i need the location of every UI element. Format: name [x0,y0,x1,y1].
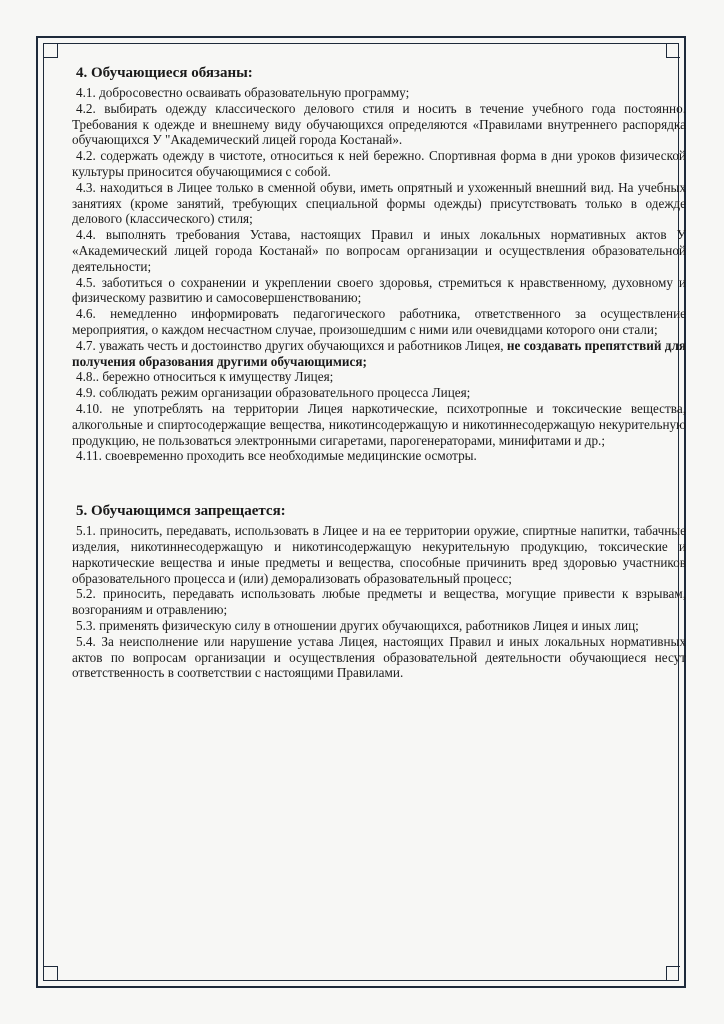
item-5-1: 5.1. приносить, передавать, использовать в Лицее и на ее территории оружие, спиртные напитки, табачные изделия, никотиннесодержащую и никотинсодержащую некурительную продукцию, токсические и наркотические вещества и иные предметы и вещества, способные причинить вред здоровью участников образовательного процесса и (или) деморализовать образовательный процесс; [72,523,686,586]
corner-ornament-bottom-right [666,966,680,980]
item-4-8: 4.8.. бережно относиться к имуществу Лицея; [76,369,334,385]
corner-ornament-top-right [666,44,680,58]
section-5-heading: 5. Обучающимся запрещается: [76,503,286,520]
item-4-7-text: 4.7. уважать честь и достоинство других обучающихся и работников Лицея, [76,337,507,353]
item-4-4: 4.4. выполнять требования Устава, настоящих Правил и иных локальных нормативных актов У «Академический лицей города Костанай» по вопросам организации и осуществления образовательной деятельности; [72,227,686,274]
item-4-7-bold-text: не создавать препятствий для получения образования другими обучающимися; [72,337,686,369]
corner-ornament-bottom-left [44,966,58,980]
item-4-9: 4.9. соблюдать режим организации образовательного процесса Лицея; [76,385,471,401]
item-4-11: 4.11. своевременно проходить все необходимые медицинские осмотры. [76,448,477,464]
item-4-2-clothing: 4.2. выбирать одежду классического делового стиля и носить в течение учебного года постоянно. Требования к одежде и внешнему виду обучающихся определяются «Правилами внутреннего распорядка обучающихся У "Академический лицей города Костанай». [72,100,686,148]
corner-ornament-top-left [44,44,58,58]
item-4-5: 4.5. заботиться о сохранении и укреплении своего здоровья, стремиться к нравственному, духовному и физическому развитию и самосовершенствованию; [72,274,686,306]
item-5-4: 5.4. За неисполнение или нарушение устава Лицея, настоящих Правил и иных локальных нормативных актов по вопросам организации и осуществления образовательной деятельности обучающиеся несут ответственность в соответствии с настоящими Правилами. [72,633,686,681]
item-4-1: 4.1. добросовестно осваивать образовательную программу; [76,85,410,100]
section-4-heading: 4. Обучающиеся обязаны: [76,65,253,81]
item-4-2-cleanliness: 4.2. содержать одежду в чистоте, относиться к ней бережно. Спортивная форма в дни уроков физической культуры приносится обучающимися с собой. [72,148,686,179]
item-4-6: 4.6. немедленно информировать педагогического работника, ответственного за осуществление мероприятия, о каждом несчастном случае, произошедшим с ними или очевидцами которого они стали; [72,306,686,337]
item-5-3: 5.3. применять физическую силу в отношении других обучающихся, работников Лицея и иных лиц; [76,617,639,633]
item-4-3: 4.3. находиться в Лицее только в сменной обуви, иметь опрятный и ухоженный внешний вид. На учебных занятиях (кроме занятий, требующих специальной формы одежды) присутствовать только в одежде делового (классического) стиля; [72,179,686,227]
item-4-7 [72,338,686,370]
document-content [72,64,686,681]
item-4-10: 4.10. не употреблять на территории Лицея наркотические, психотропные и токсические вещества, алкогольные и спиртосодержащие вещества, никотинсодержащую и никотиннесодержащую некурительную продукцию, не пользоваться электронными сигаретами, парогенераторами, минифитами и др.; [72,400,686,448]
item-5-2: 5.2. приносить, передавать использовать любые предметы и вещества, могущие привести к взрывам, возгораниям и отравлению; [72,586,686,618]
